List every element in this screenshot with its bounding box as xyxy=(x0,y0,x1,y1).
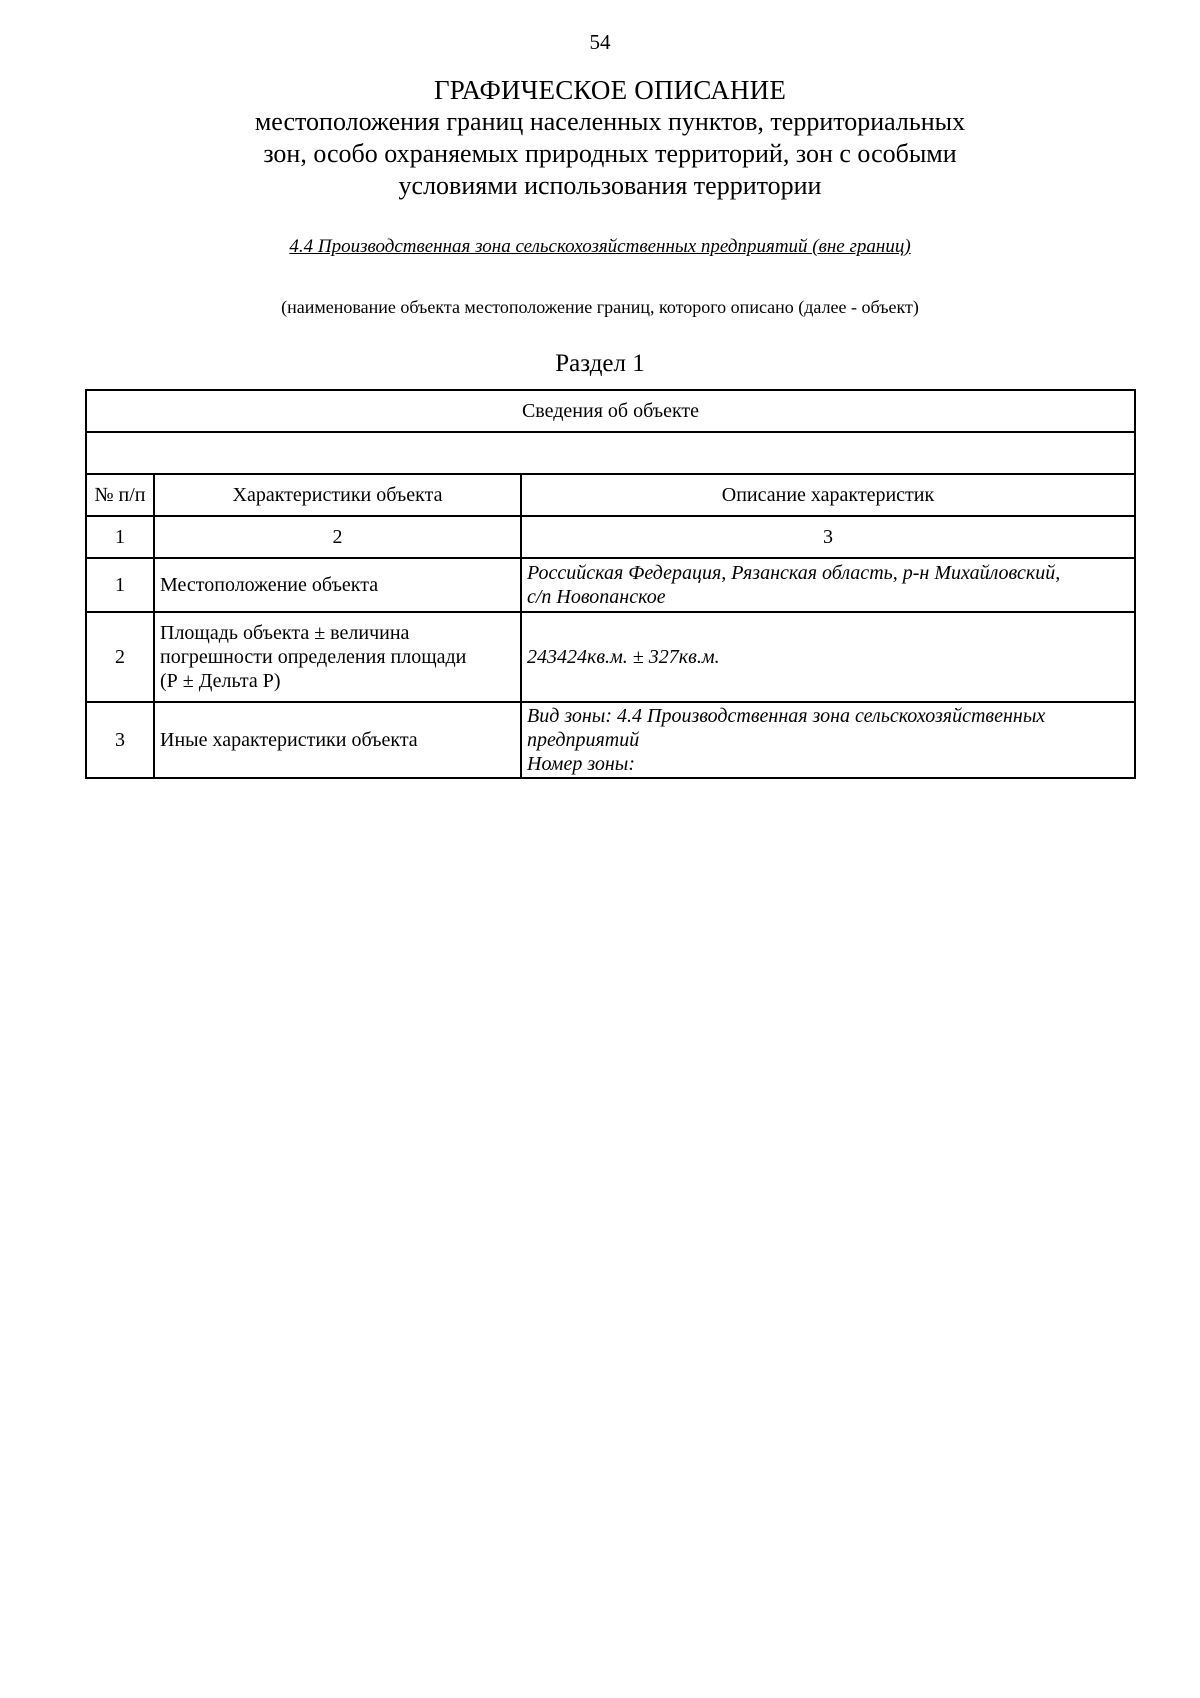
description-cell xyxy=(521,612,1135,702)
description-text: Российская Федерация, Рязанская область, р-н Михайловский, xyxy=(527,562,1061,584)
row-number-cell: 2 xyxy=(86,612,154,702)
object-name: 4.4 Производственная зона сельскохозяйственных предприятий (вне границ) xyxy=(289,236,911,257)
section-title: Раздел 1 xyxy=(555,350,645,377)
description-text: Номер зоны: xyxy=(527,753,635,775)
table-caption: Сведения об объекте xyxy=(86,390,1135,432)
row-number-cell: 3 xyxy=(86,702,154,778)
header-cell-number: № п/п xyxy=(86,474,154,516)
object-name-caption: (наименование объекта местоположение границ, которого описано (далее - объект) xyxy=(281,297,919,317)
header-cell-description: Описание характеристик xyxy=(521,474,1135,516)
table-caption-row xyxy=(86,390,1135,432)
table-empty-row xyxy=(86,432,1135,474)
description-text: 243424кв.м. ± 327кв.м. xyxy=(527,646,720,668)
table-row xyxy=(86,558,1135,612)
empty-cell xyxy=(86,432,1135,474)
page-number: 54 xyxy=(589,30,611,54)
description-text: Вид зоны: 4.4 Производственная зона сельскохозяйственных xyxy=(527,705,1046,727)
document-title xyxy=(160,74,1060,202)
characteristic-text: Местоположение объекта xyxy=(160,574,379,596)
characteristic-cell xyxy=(154,612,521,702)
index-cell: 3 xyxy=(521,516,1135,558)
title-sub-line: условиями использования территории xyxy=(398,171,822,200)
characteristic-text: (Р ± Дельта Р) xyxy=(160,670,281,692)
object-info-table xyxy=(85,389,1136,779)
characteristic-cell xyxy=(154,702,521,778)
table-header-row xyxy=(86,474,1135,516)
description-text: предприятий xyxy=(527,729,640,751)
header-cell-characteristic: Характеристики объекта xyxy=(154,474,521,516)
title-sub-line: местоположения границ населенных пунктов, территориальных xyxy=(254,107,966,136)
characteristic-text: Иные характеристики объекта xyxy=(160,729,418,751)
description-cell xyxy=(521,702,1135,778)
characteristic-cell xyxy=(154,558,521,612)
title-sub-line: зон, особо охраняемых природных территорий, зон с особыми xyxy=(263,139,957,168)
index-cell: 2 xyxy=(154,516,521,558)
description-text: с/п Новопанское xyxy=(527,586,666,608)
table-index-row xyxy=(86,516,1135,558)
characteristic-text: Площадь объекта ± величина xyxy=(160,622,410,644)
table-row xyxy=(86,702,1135,778)
index-cell: 1 xyxy=(86,516,154,558)
table-row xyxy=(86,612,1135,702)
title-main: ГРАФИЧЕСКОЕ ОПИСАНИЕ xyxy=(433,75,787,105)
characteristic-text: погрешности определения площади xyxy=(160,646,467,668)
row-number-cell: 1 xyxy=(86,558,154,612)
description-cell xyxy=(521,558,1135,612)
